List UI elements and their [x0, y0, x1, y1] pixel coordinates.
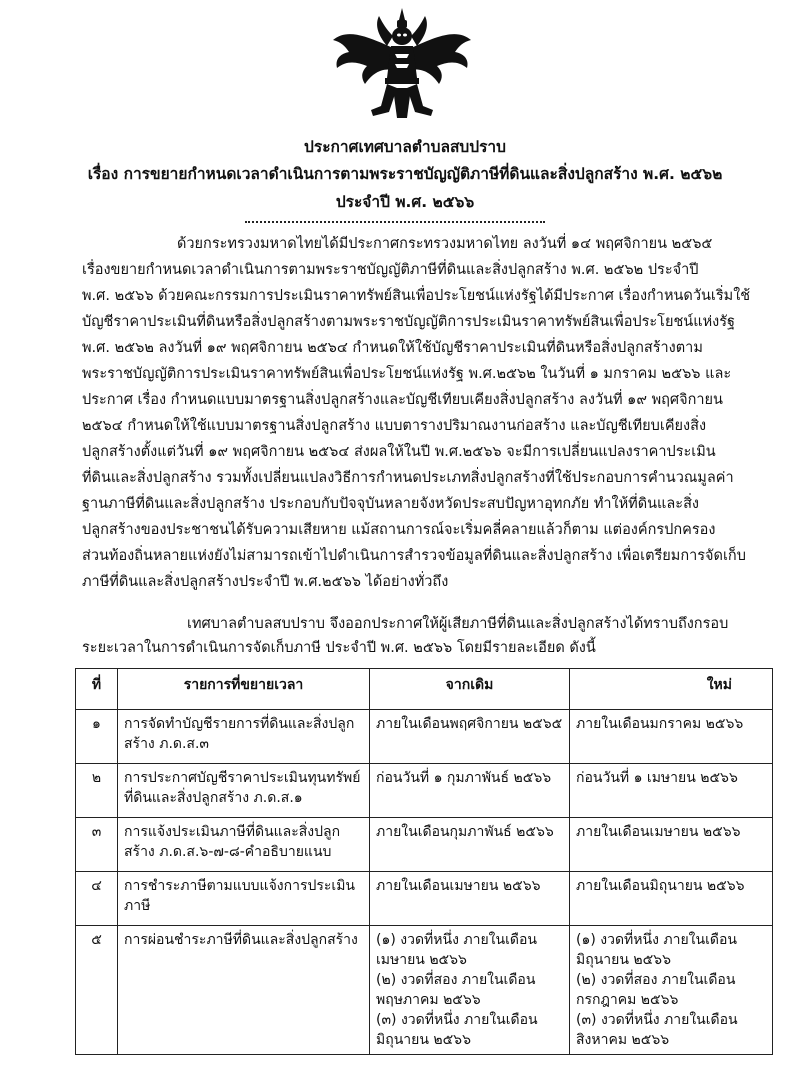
row-no: ๑ [76, 710, 118, 764]
announcement-title: ประกาศเทศบาลตำบลสบปราบ [304, 138, 506, 156]
row-new: ภายในเดือนมกราคม ๒๕๖๖ [570, 710, 773, 764]
paragraph-line: พ.ศ. ๒๕๖๒ ลงวันที่ ๑๙ พฤศจิกายน ๒๕๖๔ กำหนดให้ใช้บัญชีราคาประเมินที่ดินหรือสิ่งปลูกสร้างตาม [82, 340, 703, 356]
table-row [76, 926, 773, 1055]
paragraph-line: เรื่องขยายกำหนดเวลาดำเนินการตามพระราชบัญญัติภาษีที่ดินและสิ่งปลูกสร้าง พ.ศ. ๒๕๖๒ ประจำปี [82, 262, 699, 278]
row-old: ก่อนวันที่ ๑ กุมภาพันธ์ ๒๕๖๖ [370, 764, 570, 818]
row-item: การประกาศบัญชีราคาประเมินทุนทรัพย์ที่ดินและสิ่งปลูกสร้าง ภ.ด.ส.๑ [118, 764, 370, 818]
paragraph-line: ๒๕๖๔ กำหนดให้ใช้แบบมาตรฐานสิ่งปลูกสร้าง แบบตารางปริมาณงานก่อสร้าง และบัญชีเทียบเคียงสิ่ง [82, 418, 707, 434]
paragraph-line: ปลูกสร้างตั้งแต่วันที่ ๑๙ พฤศจิกายน ๒๕๖๔ ส่งผลให้ในปี พ.ศ.๒๕๖๖ จะมีการเปลี่ยนแปลงราคาประเมิน [82, 444, 716, 460]
row-new [570, 926, 773, 1055]
table-row [76, 764, 773, 818]
dotted-divider [245, 221, 545, 223]
table-row [76, 818, 773, 872]
installment-line: พฤษภาคม ๒๕๖๖ [376, 992, 481, 1008]
paragraph-line: ระยะเวลาในการดำเนินการจัดเก็บภาษี ประจำปี พ.ศ. ๒๕๖๖ โดยมีรายละเอียด ดังนี้ [82, 640, 596, 656]
row-item: การจัดทำบัญชีรายการที่ดินและสิ่งปลูกสร้าง ภ.ด.ส.๓ [118, 710, 370, 764]
paragraph-line: ที่ดินและสิ่งปลูกสร้าง รวมทั้งเปลี่ยนแปลงวิธีการกำหนดประเภทสิ่งปลูกสร้างที่ใช้ประกอบการคำนวณมูลค่า [82, 470, 734, 486]
installment-line: (๑) งวดที่หนึ่ง ภายในเดือน [576, 932, 737, 948]
installment-line: (๑) งวดที่หนึ่ง ภายในเดือน [376, 932, 537, 948]
header-item: รายการที่ขยายเวลา [118, 669, 370, 710]
paragraph-line: ภาษีที่ดินและสิ่งปลูกสร้างประจำปี พ.ศ.๒๕๖๖ ได้อย่างทั่วถึง [82, 574, 449, 590]
row-old: ภายในเดือนพฤศจิกายน ๒๕๖๕ [370, 710, 570, 764]
row-item: การผ่อนชำระภาษีที่ดินและสิ่งปลูกสร้าง [118, 926, 370, 1055]
garuda-emblem [327, 6, 477, 122]
row-item: การชำระภาษีตามแบบแจ้งการประเมินภาษี [118, 872, 370, 926]
installment-line: (๒) งวดที่สอง ภายในเดือน [376, 972, 536, 988]
installment-line: (๓) งวดที่หนึ่ง ภายในเดือน [576, 1012, 738, 1028]
table-header-row [76, 669, 773, 710]
body-paragraph-1 [82, 234, 772, 594]
paragraph-line: ฐานภาษีที่ดินและสิ่งปลูกสร้าง ประกอบกับปัจจุบันหลายจังหวัดประสบปัญหาอุทกภัย ทำให้ที่ดินและสิ่ง [82, 496, 700, 512]
installment-line: เมษายน ๒๕๖๖ [376, 952, 467, 968]
header-no: ที่ [76, 669, 118, 710]
paragraph-line: เทศบาลตำบลสบปราบ จึงออกประกาศให้ผู้เสียภาษีที่ดินและสิ่งปลูกสร้างได้ทราบถึงกรอบ [187, 616, 729, 632]
row-no: ๓ [76, 818, 118, 872]
row-old [370, 926, 570, 1055]
table-row [76, 710, 773, 764]
row-new: ภายในเดือนมิถุนายน ๒๕๖๖ [570, 872, 773, 926]
table-row [76, 872, 773, 926]
row-new: ก่อนวันที่ ๑ เมษายน ๒๕๖๖ [570, 764, 773, 818]
paragraph-line: ปลูกสร้างของประชาชนได้รับความเสียหาย แม้สถานการณ์จะเริ่มคลี่คลายแล้วก็ตาม แต่องค์กรปกครอง [82, 522, 716, 538]
row-no: ๔ [76, 872, 118, 926]
installment-line: (๓) งวดที่หนึ่ง ภายในเดือน [376, 1012, 538, 1028]
paragraph-line: พระราชบัญญัติการประเมินราคาทรัพย์สินเพื่อประโยชน์แห่งรัฐ พ.ศ.๒๕๖๒ ในวันที่ ๑ มกราคม ๒๕๖๖ และ [82, 366, 732, 382]
announcement-subject: เรื่อง การขยายกำหนดเวลาดำเนินการตามพระราชบัญญัติภาษีที่ดินและสิ่งปลูกสร้าง พ.ศ. ๒๕๖๒ [87, 165, 723, 183]
paragraph-line: ส่วนท้องถิ่นหลายแห่งยังไม่สามารถเข้าไปดำเนินการสำรวจข้อมูลที่ดินและสิ่งปลูกสร้าง เพื่อเตรียมการจัดเก็บ [82, 548, 746, 564]
paragraph-line: บัญชีราคาประเมินที่ดินหรือสิ่งปลูกสร้างตามพระราชบัญญัติการประเมินราคาทรัพย์สินเพื่อประโยชน์แห่งรัฐ [82, 314, 735, 330]
header-new: ใหม่ [570, 669, 773, 710]
row-item: การแจ้งประเมินภาษีที่ดินและสิ่งปลูกสร้าง ภ.ด.ส.๖-๗-๘-คำอธิบายแนบ [118, 818, 370, 872]
header-old: จากเดิม [370, 669, 570, 710]
row-new: ภายในเดือนเมษายน ๒๕๖๖ [570, 818, 773, 872]
row-no: ๒ [76, 764, 118, 818]
row-old: ภายในเดือนเมษายน ๒๕๖๖ [370, 872, 570, 926]
row-old: ภายในเดือนกุมภาพันธ์ ๒๕๖๖ [370, 818, 570, 872]
extension-schedule-table [75, 668, 773, 1055]
row-no: ๕ [76, 926, 118, 1055]
installment-line: มิถุนายน ๒๕๖๖ [576, 952, 671, 968]
paragraph-line: ประกาศ เรื่อง กำหนดแบบมาตรฐานสิ่งปลูกสร้างและบัญชีเทียบเคียงสิ่งปลูกสร้าง ลงวันที่ ๑๙ พฤศจิกายน [82, 392, 723, 408]
paragraph-line: ด้วยกระทรวงมหาดไทยได้มีประกาศกระทรวงมหาดไทย ลงวันที่ ๑๔ พฤศจิกายน ๒๕๖๕ [177, 236, 713, 252]
installment-line: (๒) งวดที่สอง ภายในเดือน [576, 972, 736, 988]
installment-line: สิงหาคม ๒๕๖๖ [576, 1032, 670, 1048]
installment-line: มิถุนายน ๒๕๖๖ [376, 1032, 471, 1048]
paragraph-line: พ.ศ. ๒๕๖๖ ด้วยคณะกรรมการประเมินราคาทรัพย์สินเพื่อประโยชน์แห่งรัฐได้มีประกาศ เรื่องกำหนดวันเริ่มใช้ [82, 288, 751, 304]
installment-line: กรกฎาคม ๒๕๖๖ [576, 992, 679, 1008]
body-paragraph-2 [82, 614, 772, 660]
announcement-year: ประจำปี พ.ศ. ๒๕๖๖ [335, 193, 475, 211]
